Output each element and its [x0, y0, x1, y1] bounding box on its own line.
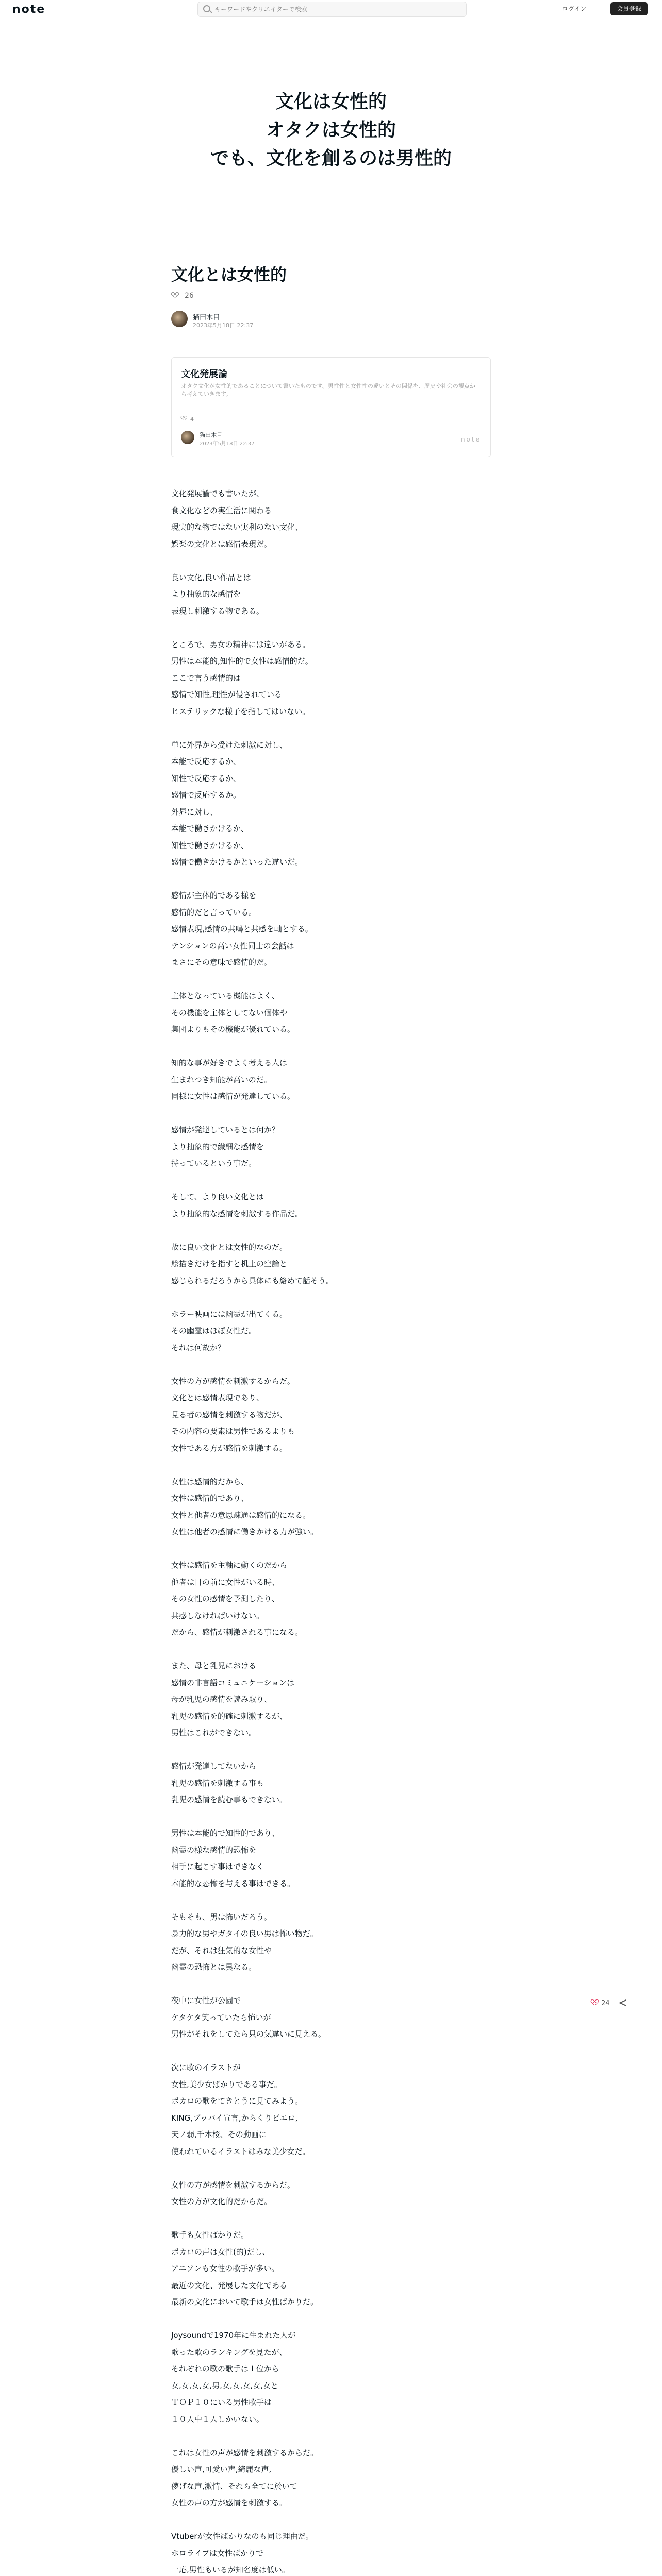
- body-paragraph: 主体となっている機能はよく、 その機能を主体としてない個体や 集団よりもその機能が優れている。: [171, 991, 295, 1034]
- embed-card[interactable]: [171, 357, 491, 457]
- body-paragraph: 文化発展論でも書いたが、 食文化などの実生活に関わる 現実的な物ではない実利のない文化、 娯楽の文化とは感情表現だ。: [171, 489, 303, 549]
- body-paragraph: ホラー映画には幽霊が出てくる。 その幽霊はほぼ女性だ。 それは何故か？: [171, 1309, 288, 1352]
- heart-icon: [181, 416, 187, 421]
- signup-button[interactable]: 会員登録: [610, 2, 648, 15]
- body-paragraph: 単に外界から受けた刺激に対し、 本能で反応するか、 知性で反応するか、 感情で反応するか。 外界に対し、 本能で働きかけるか、 知性で働きかけるか、 感情で働きかけるかといった違いだ。: [171, 740, 303, 867]
- post-date: 2023年5月18日 22:37: [193, 322, 254, 329]
- body-paragraph: 感情が発達しているとは何か？ より抽象的で繊細な感情を 持っているという事だ。: [171, 1125, 280, 1168]
- body-paragraph: 男性は本能的で知性的であり、 幽霊の様な感情的恐怖を 相手に起こす事はできなく 本能的な恐怖を与える事はできる。: [171, 1828, 295, 1888]
- body-paragraph: 歌手も女性ばかりだ。 ボカロの声は女性(的)だし、 アニソンも女性の歌手が多い。 最近の文化、発展した文化である 最新の文化において歌手は女性ばかりだ。: [171, 2230, 319, 2307]
- search-input[interactable]: [213, 4, 458, 14]
- body-paragraph: 女性の方が感情を刺激するからだ。 女性の方が文化的だからだ。: [171, 2180, 295, 2206]
- hero-line: オタクは女性的: [266, 120, 396, 141]
- share-icon[interactable]: [619, 1999, 626, 2006]
- article-title: 文化とは女性的: [171, 265, 287, 284]
- body-paragraph: Vtuberが女性ばかりなのも同じ理由だ。 ホロライブは女性ばかりで 一応,男性もいるが知名度は低い。: [171, 2532, 313, 2574]
- body-paragraph: Joysoundで1970年に生まれた人が 歌った歌のランキングを見たが、 それぞれの歌の歌手は１位から 女,女,女,女,男,女,女,女,女,女と ＴＯＰ１０にいる男性歌手は １０人中１人しかいない。: [171, 2331, 296, 2424]
- body-paragraph: ところで、男女の精神には違いがある。 男性は本能的,知性的で女性は感情的だ。 ここで言う感情的は 感情で知性,理性が侵されている ヒステリックな様子を指してはいない。: [171, 639, 313, 716]
- hero-heading: [0, 88, 662, 173]
- embed-description: オタク文化が女性的であることについて書いたものです。男性性と女性性の違いとその関係を、歴史や社会の観点から考えていきます。: [181, 383, 475, 397]
- like-row: [172, 292, 194, 300]
- body-paragraph: 知的な事が好きでよく考える人は 生まれつき知能が高いのだ。 同様に女性は感情が発達している。: [171, 1058, 295, 1101]
- body-paragraph: また、母と乳児における 感情の非言語コミュニケーションは 母が乳児の感情を読み取り、 乳児の感情を的確に刺激するが、 男性はこれができない。: [171, 1661, 295, 1737]
- site-header: [0, 0, 662, 18]
- body-paragraph: 夜中に女性が公園で ケタケタ笑っていたら怖いが 男性がそれをしてたら只の気違いに見える。: [171, 1996, 326, 2039]
- hero-line: 文化は女性的: [275, 91, 387, 112]
- body-paragraph: 女性は感情を主軸に動くのだから 他者は目の前に女性がいる時、 その女性の感情を予測したり、 共感しなければいけない。 だから、感情が刺激される事になる。: [171, 1561, 303, 1637]
- search-box[interactable]: [197, 2, 467, 17]
- author-name[interactable]: 猫田木目: [193, 314, 220, 321]
- body-paragraph: 次に歌のイラストが 女性,美少女ばかりである事だ。 ボカロの歌をてきとうに見てみよう。 KING,ブッバイ宣言,からくりピエロ, 天ノ弱,千本桜、その動画に 使われているイラストはみな美少女だ。: [171, 2063, 310, 2156]
- heart-icon[interactable]: [172, 292, 179, 299]
- avatar[interactable]: [171, 311, 188, 327]
- body-paragraph: そして、より良い文化とは より抽象的な感情を刺激する作品だ。: [171, 1192, 303, 1218]
- hero-line: でも、文化を創るのは男性的: [210, 148, 452, 169]
- embed-like-row: [181, 415, 194, 422]
- article-body: [171, 485, 491, 2576]
- body-paragraph: これは女性の声が感情を刺激するからだ。 優しい声,可愛い声,綺麗な声, 儚げな声,激情、それら全てに於いて 女性の声の方が感情を刺激する。: [171, 2448, 319, 2507]
- avatar: [181, 431, 194, 444]
- like-count: 26: [185, 292, 194, 300]
- body-paragraph: そもそも、男は怖いだろう。 暴力的な男やガタイの良い男は怖い物だ。 だが、それは狂気的な女性や 幽霊の恐怖とは異なる。: [171, 1912, 318, 1972]
- login-link[interactable]: ログイン: [562, 5, 587, 12]
- body-paragraph: 感情が主体的である様を 感情的だと言っている。 感情表現,感情の共鳴と共感を軸とする。 テンションの高い女性同士の会話は まさにその意味で感情的だ。: [171, 891, 313, 967]
- floating-action-bar: [592, 1999, 626, 2007]
- body-paragraph: 故に良い文化とは女性的なのだ。 絵描きだけを指すと机上の空論と 感じられるだろうから具体にも絡めて話そう。: [171, 1242, 334, 1285]
- note-logo[interactable]: note: [12, 3, 46, 16]
- search-icon: [203, 5, 210, 12]
- body-paragraph: 女性は感情的だから、 女性は感情的であり、 女性と他者の意思疎通は感情的になる。 女性は他者の感情に働きかける力が強い。: [171, 1477, 319, 1536]
- floating-like-count: 24: [601, 1999, 610, 2007]
- heart-icon[interactable]: [592, 1999, 599, 2006]
- embed-author-name: 猫田木目: [200, 432, 222, 438]
- body-paragraph: 感情が発達してないから 乳児の感情を刺激する事も 乳児の感情を読む事もできない。: [171, 1761, 288, 1804]
- body-paragraph: 女性の方が感情を刺激するからだ。 文化とは感情表現であり、 見る者の感情を刺激する物だが、 その内容の要素は男性であるよりも 女性である方が感情を刺激する。: [171, 1376, 295, 1453]
- embed-author-date: 2023年5月18日 22:37: [200, 441, 255, 447]
- body-paragraph: 良い文化,良い作品とは より抽象的な感情を 表現し刺激する物である。: [171, 572, 264, 616]
- embed-title: 文化発展論: [181, 369, 227, 380]
- embed-like-count: 4: [190, 416, 194, 422]
- embed-brand: note: [460, 436, 481, 443]
